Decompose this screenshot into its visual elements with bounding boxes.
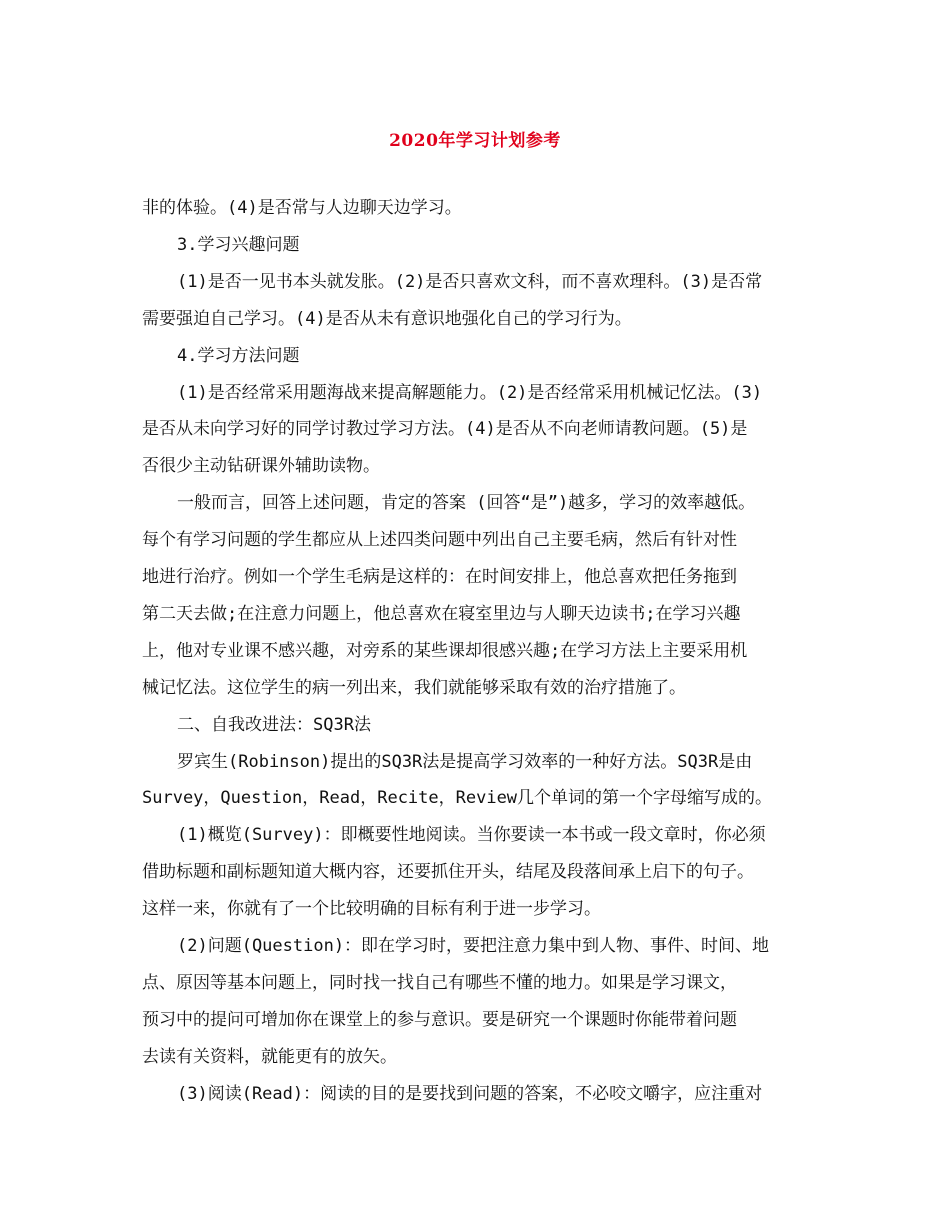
text-line: 是否从未向学习好的同学讨教过学习方法。(4)是否从不向老师请教问题。(5)是 [142, 419, 748, 440]
text-line: 借助标题和副标题知道大概内容，还要抓住开头，结尾及段落间承上启下的句子。 [142, 862, 754, 883]
text-line: 3.学习兴趣问题 [177, 234, 300, 255]
text-line: 械记忆法。这位学生的病一列出来，我们就能够采取有效的治疗措施了。 [142, 677, 686, 698]
page-title: 2020年学习计划参考 [389, 131, 561, 151]
text-line: 这样一来，你就有了一个比较明确的目标有利于进一步学习。 [142, 899, 601, 920]
text-line: (1)是否经常采用题海战来提高解题能力。(2)是否经常采用机械记忆法。(3) [177, 382, 763, 403]
text-line: (1)概览(Survey)：即概要性地阅读。当你要读一本书或一段文章时，你必须 [177, 825, 766, 846]
text-line: (2)问题(Question)：即在学习时，要把注意力集中到人物、事件、时间、地 [177, 936, 770, 956]
text-line: 第二天去做;在注意力问题上，他总喜欢在寝室里边与人聊天边读书;在学习兴趣 [142, 603, 741, 624]
text-line: 罗宾生(Robinson)提出的SQ3R法是提高学习效率的一种好方法。SQ3R是由 [177, 751, 753, 772]
text-line: 每个有学习问题的学生都应从上述四类问题中列出自己主要毛病，然后有针对性 [142, 530, 737, 551]
text-line: 去读有关资料，就能更有的放矢。 [142, 1046, 397, 1067]
text-line: 4.学习方法问题 [177, 345, 300, 366]
text-line: 需要强迫自己学习。(4)是否从未有意识地强化自己的学习行为。 [142, 308, 632, 329]
text-line: (3)阅读(Read)：阅读的目的是要找到问题的答案，不必咬文嚼字，应注重对 [177, 1083, 763, 1104]
text-line: 预习中的提问可增加你在课堂上的参与意识。要是研究一个课题时你能带着问题 [142, 1009, 737, 1030]
text-line: 点、原因等基本问题上，同时找一找自己有哪些不懂的地力。如果是学习课文， [142, 972, 737, 993]
text-line: 上，他对专业课不感兴趣，对旁系的某些课却很感兴趣;在学习方法上主要采用机 [142, 640, 748, 661]
text-line: 二、自我改进法：SQ3R法 [177, 714, 371, 735]
text-line: 地进行治疗。例如一个学生毛病是这样的：在时间安排上，他总喜欢把任务拖到 [142, 567, 737, 587]
text-line: Survey，Question，Read，Recite，Review几个单词的第一个字母缩写成的。 [142, 788, 773, 809]
text-line: 否很少主动钻研课外辅助读物。 [142, 456, 380, 477]
text-line: (1)是否一见书本头就发胀。(2)是否只喜欢文科，而不喜欢理科。(3)是否常 [177, 271, 763, 292]
text-line: 一般而言，回答上述问题，肯定的答案 (回答“是”)越多，学习的效率越低。 [177, 493, 756, 514]
text-line: 非的体验。(4)是否常与人边聊天边学习。 [142, 198, 462, 218]
